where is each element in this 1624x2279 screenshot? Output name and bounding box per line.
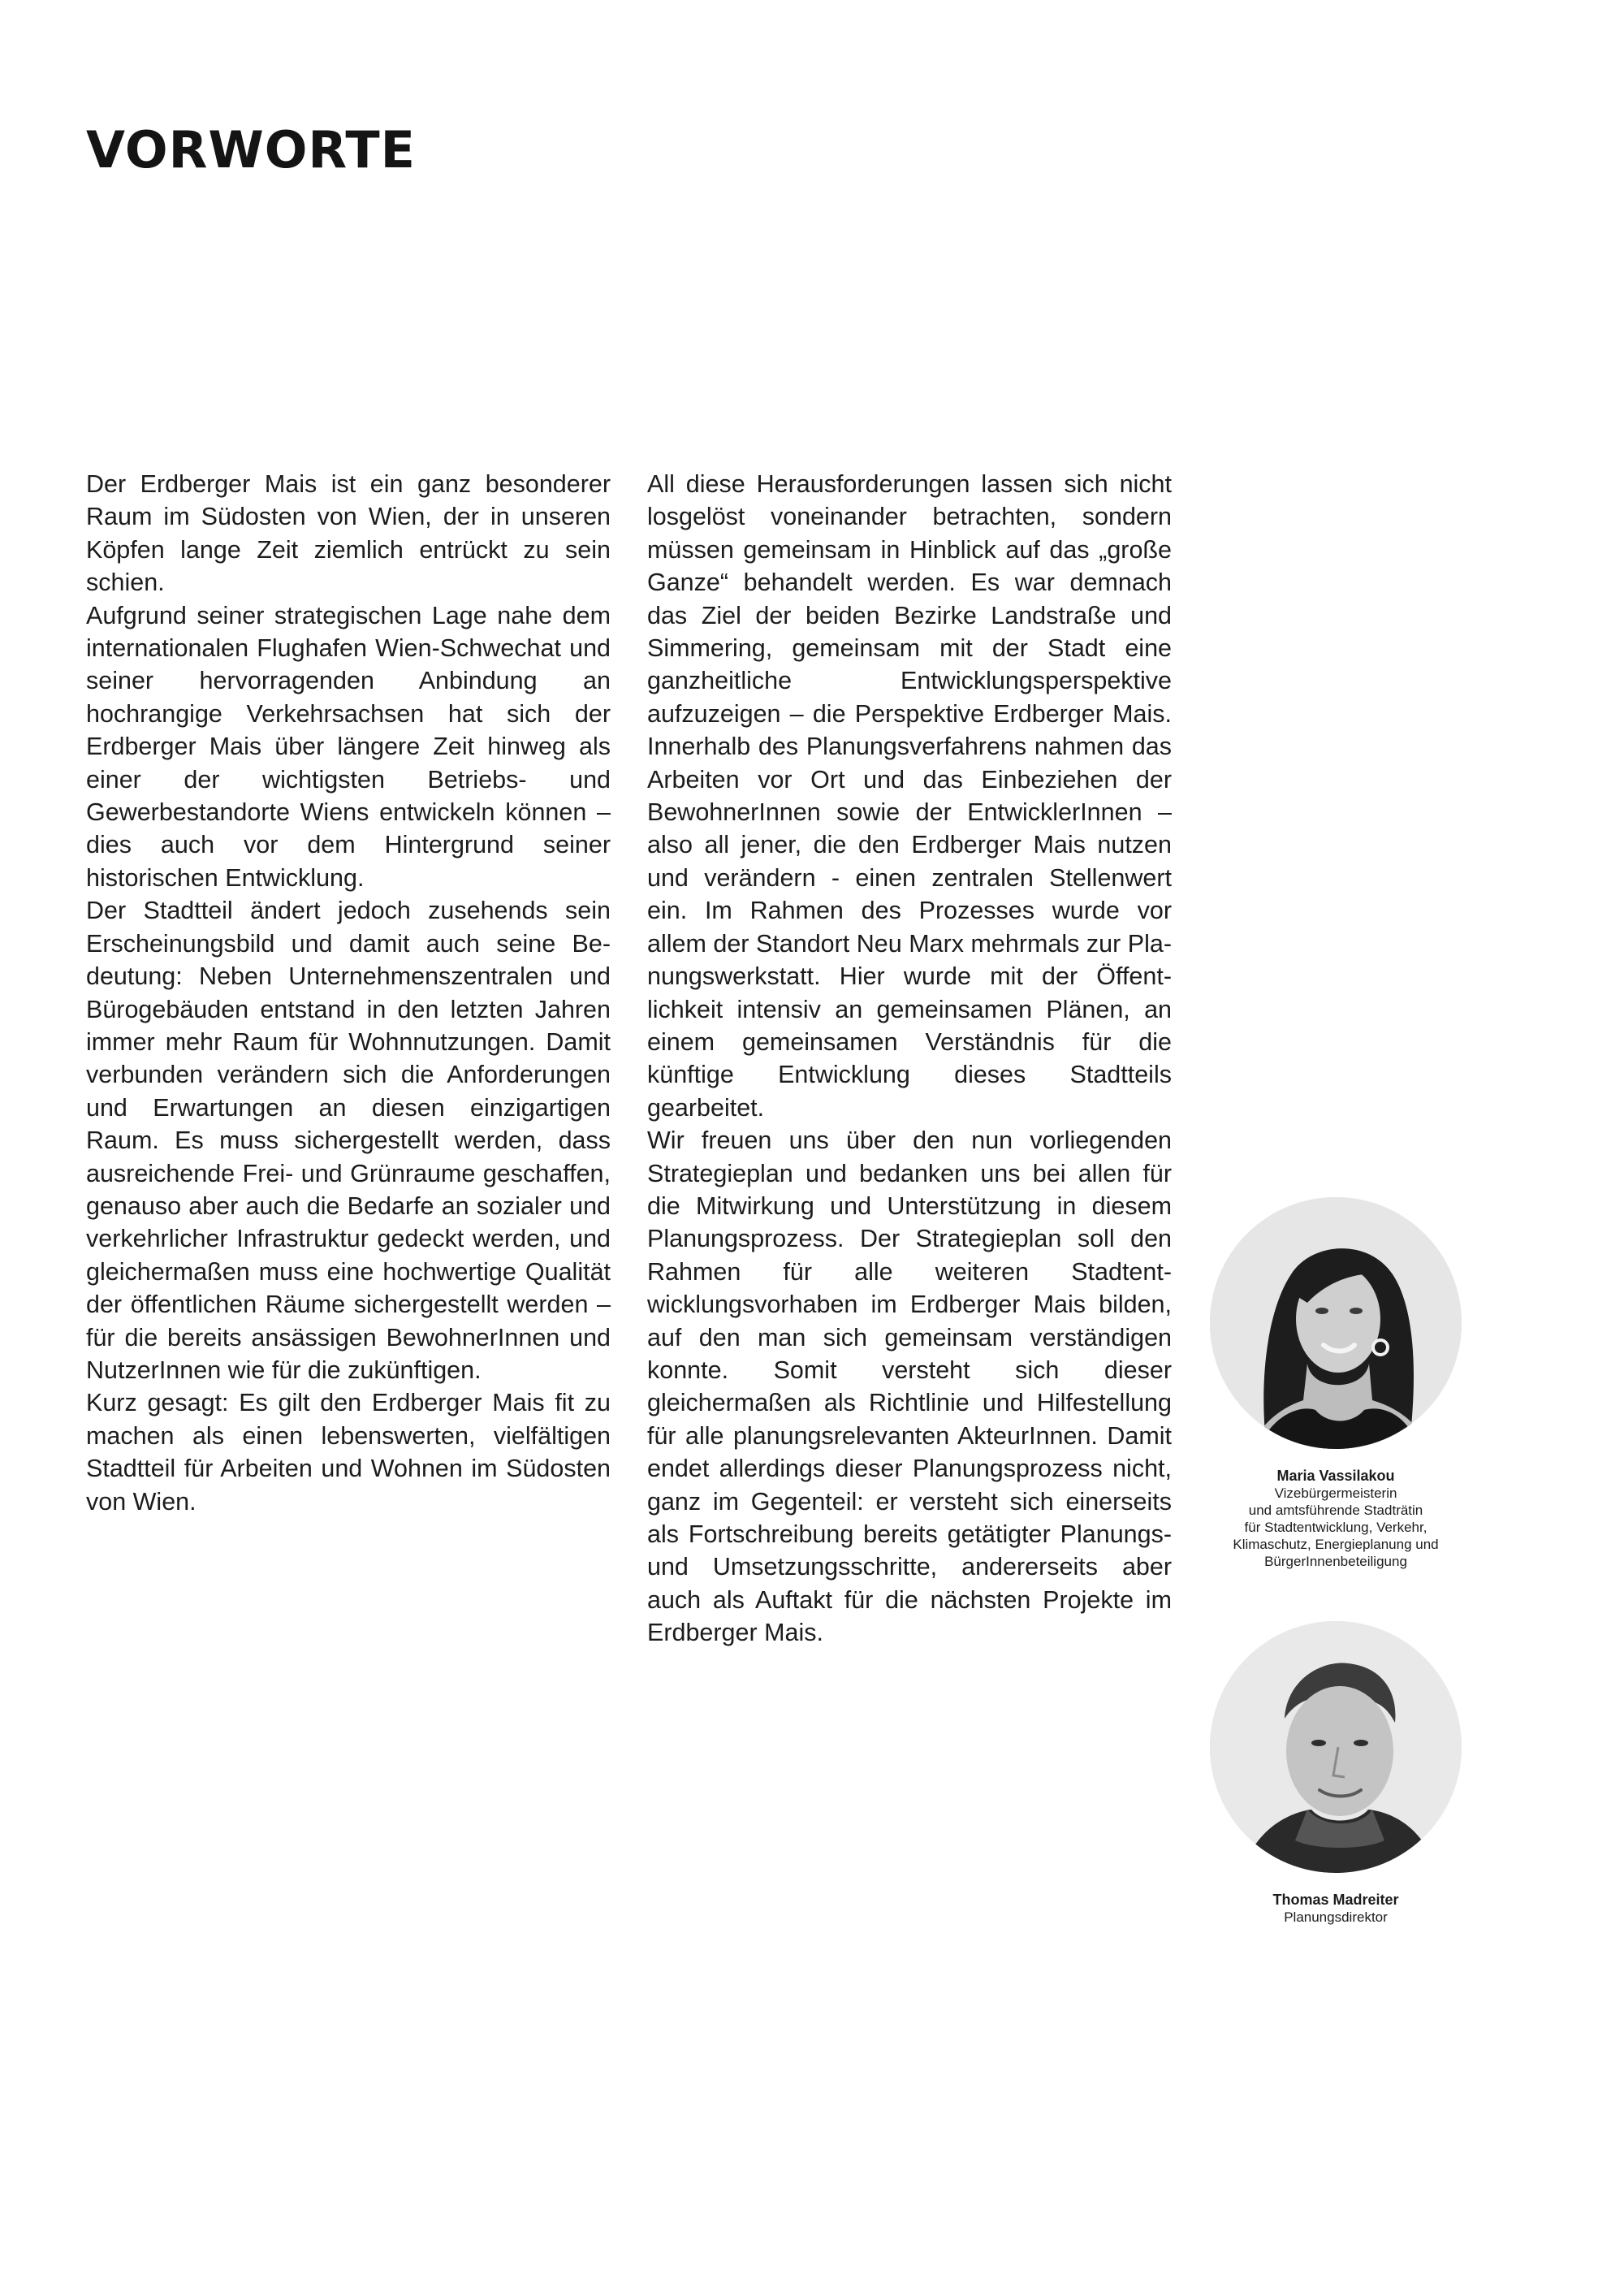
portrait-photo: [1210, 1197, 1462, 1449]
text-column-left: [86, 468, 611, 1518]
person-role-line: Planungsdirektor: [1284, 1909, 1388, 1925]
paragraph: Wir freuen uns über den nun vorliegenden Strategieplan und bedanken uns bei allen für die Mitwirkung und Unterstützung in diesem Planungsprozess. Der Strategieplan soll den Rahmen für alle weiteren Stadtentwicklungsvorhaben im Erdberger Mais bilden, auf den man sich gemeinsam verständigen konnte. Somit versteht sich dieser gleichermaßen als Richtlinie und Hilfestellung für alle planungsrelevanten AkteurInnen. Damit endet allerdings dieser Planungsprozess nicht, ganz im Gegenteil: er versteht sich einerseits als Fortschreibung bereits getätigter Planungs- und Umsetzungsschritte, andererseits aber auch als Auftakt für die nächsten Projekte im Erdberger Mais.: [647, 1127, 1172, 1647]
person-role-line: Klimaschutz, Energieplanung und: [1233, 1537, 1439, 1552]
page-title: VORWORTE: [86, 120, 417, 179]
person-role-line: Vizebürgermeisterin: [1274, 1485, 1397, 1501]
person-role-line: BürgerInnenbeteiligung: [1264, 1554, 1407, 1569]
person-role-line: für Stadtentwicklung, Verkehr,: [1244, 1520, 1427, 1535]
paragraph: Der Erdberger Mais ist ein ganz besonderer Raum im Südosten von Wien, der in unseren Köpfen lange Zeit ziemlich entrückt zu sein schien.: [86, 470, 611, 597]
person-name: Maria Vassilakou: [1276, 1468, 1395, 1484]
text-column-right: [647, 468, 1172, 1650]
paragraph: Aufgrund seiner strategischen Lage nahe dem internationalen Flughafen Wien-Schwechat und seiner hervorragenden Anbindung an hochrangige Verkehrsachsen hat sich der Erdberger Mais über längere Zeit hinweg als einer der wichtigsten Betriebs- und Gewerbestandorte Wiens entwickeln können – dies auch vor dem Hintergrund seiner historischen Entwicklung.: [86, 601, 611, 892]
person-name: Thomas Madreiter: [1272, 1892, 1399, 1908]
person-role-line: und amtsführende Stadträtin: [1248, 1503, 1423, 1518]
paragraph: Kurz gesagt: Es gilt den Erdberger Mais fit zu machen als einen lebenswerten, vielfältigen Stadtteil für Arbeiten und Wohnen im Südosten von Wien.: [86, 1389, 611, 1516]
paragraph: All diese Herausforderungen lassen sich nicht losgelöst voneinander betrachten, sondern müssen gemeinsam in Hinblick auf das „große Ganze“ behandelt werden. Es war demnach das Ziel der beiden Bezirke Landstraße und Simmering, gemeinsam mit der Stadt eine ganzheitliche Entwicklungsperspektive aufzuzeigen – die Perspektive Erdberger Mais. Innerhalb des Planungsverfahrens nahmen das Arbeiten vor Ort und das Einbeziehen der BewohnerInnen sowie der EntwicklerInnen – also all jener, die den Erdberger Mais nutzen und verändern - einen zentralen Stellenwert ein. Im Rahmen des Prozesses wurde vor allem der Standort Neu Marx mehrmals zur Planungswerkstatt. Hier wurde mit der Öffentlichkeit intensiv an gemeinsamen Plänen, an einem gemeinsamen Verständnis für die künftige Entwicklung dieses Stadtteils gearbeitet.: [647, 470, 1172, 1122]
person-card-vassilakou: [1198, 1197, 1474, 1570]
paragraph: Der Stadtteil ändert jedoch zusehends sein Erscheinungsbild und damit auch seine Bedeutung: Neben Unternehmenszentralen und Bürogebäuden entstand in den letzten Jahren immer mehr Raum für Wohnnutzungen. Damit verbunden verändern sich die Anforderungen und Erwartungen an diesen einzigartigen Raum. Es muss sichergestellt werden, dass ausreichende Frei- und Grünraume geschaffen, genauso aber auch die Bedarfe an sozialer und verkehrlicher Infrastruktur gedeckt werden, und gleichermaßen muss eine hochwertige Qualität der öffentlichen Räume sichergestellt werden – für die bereits ansässigen BewohnerInnen und NutzerInnen wie für die zukünftigen.: [86, 897, 611, 1384]
person-card-madreiter: [1198, 1621, 1474, 1926]
portrait-photo: [1210, 1621, 1462, 1873]
